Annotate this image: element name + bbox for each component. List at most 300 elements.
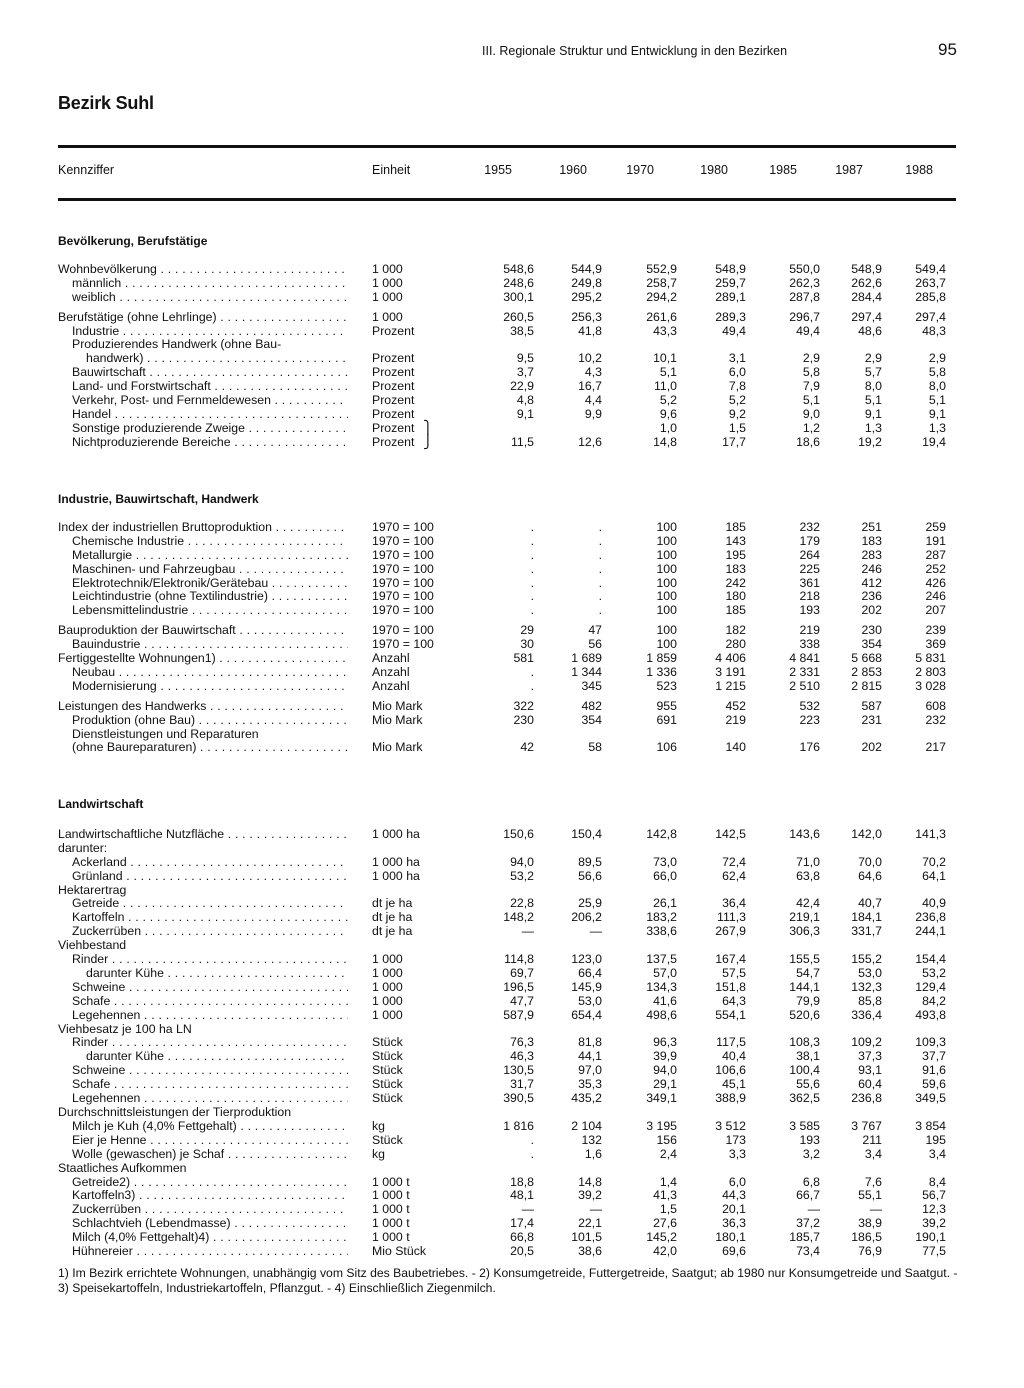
cell-1985: 37,2 (796, 1216, 820, 1230)
cell-1955: 17,4 (510, 1216, 534, 1230)
cell-1970: 183,2 (646, 910, 677, 924)
row-unit: 1 000 (372, 980, 403, 994)
cell-1985: 1,2 (802, 421, 820, 435)
cell-1960: . (598, 548, 602, 562)
table-row (0, 869, 1024, 883)
row-label: Hektarertrag (58, 883, 127, 897)
row-unit: 1 000 (372, 1008, 403, 1022)
row-label: handwerk) . . . (86, 351, 348, 365)
cell-1988: 5 831 (915, 651, 946, 665)
cell-1987: 40,7 (858, 896, 882, 910)
cell-1987: 55,1 (858, 1188, 882, 1202)
row-label: Staatliches Aufkommen (58, 1161, 187, 1175)
row-label: Wohnbevölkerung . . . (58, 262, 348, 276)
row-label: Hühnereier . . . (72, 1244, 348, 1258)
cell-1988: 64,1 (922, 869, 946, 883)
cell-1987: 76,9 (858, 1244, 882, 1258)
row-label: Schweine . . . (72, 980, 348, 994)
cell-1960: 101,5 (571, 1230, 602, 1244)
cell-1988: 5,1 (928, 393, 946, 407)
cell-1988: 207 (925, 603, 946, 617)
cell-1980: 3,1 (728, 351, 746, 365)
cell-1980: 219 (725, 713, 746, 727)
row-label: Schweine . . . (72, 1063, 348, 1077)
cell-1955: 46,3 (510, 1049, 534, 1063)
cell-1987: 211 (862, 1133, 882, 1147)
table-row (0, 966, 1024, 980)
cell-1988: 56,7 (922, 1188, 946, 1202)
row-unit: 1 000 t (372, 1188, 410, 1202)
cell-1970: 142,8 (646, 827, 677, 841)
cell-1985: 179 (799, 534, 820, 548)
row-unit: 1970 = 100 (372, 623, 434, 637)
row-unit: Prozent (372, 435, 415, 449)
cell-1980: 173 (725, 1133, 746, 1147)
cell-1955: . (530, 520, 534, 534)
cell-1980: 183 (725, 562, 746, 576)
cell-1960: . (598, 520, 602, 534)
row-label: Zuckerrüben . . . (72, 1202, 348, 1216)
row-label: Kartoffeln . . . (72, 910, 348, 924)
cell-1987: 38,9 (858, 1216, 882, 1230)
cell-1955: 230 (513, 713, 534, 727)
table-row (0, 262, 1024, 276)
cell-1970: 552,9 (646, 262, 677, 276)
table-row (0, 727, 1024, 741)
cell-1985: 7,9 (802, 379, 820, 393)
row-unit: 1970 = 100 (372, 603, 434, 617)
cell-1985: 296,7 (789, 310, 820, 324)
row-label: Viehbestand (58, 938, 127, 952)
row-unit: 1970 = 100 (372, 548, 434, 562)
cell-1980: 185 (725, 520, 746, 534)
cell-1985: 362,5 (789, 1091, 820, 1105)
cell-1988: 109,3 (915, 1035, 946, 1049)
cell-1980: 3 191 (715, 665, 746, 679)
cell-1985: 49,4 (796, 324, 820, 338)
cell-1955: 42 (520, 740, 534, 754)
cell-1987: 186,5 (851, 1230, 882, 1244)
cell-1960: 81,8 (578, 1035, 602, 1049)
row-label: Schafe . . . (72, 1077, 348, 1091)
table-row (0, 310, 1024, 324)
cell-1985: 193 (799, 1133, 820, 1147)
cell-1960: . (598, 534, 602, 548)
cell-1987: 184,1 (851, 910, 882, 924)
cell-1988: 549,4 (915, 262, 946, 276)
table-row (0, 1022, 1024, 1036)
cell-1955: . (530, 603, 534, 617)
cell-1960: 345 (581, 679, 602, 693)
cell-1960: 12,6 (578, 435, 602, 449)
cell-1985: 193 (799, 603, 820, 617)
column-header-1960: 1960 (559, 163, 587, 177)
table-row (0, 351, 1024, 365)
table-row (0, 1230, 1024, 1244)
cell-1980: 151,8 (715, 980, 746, 994)
cell-1987: 548,9 (851, 262, 882, 276)
cell-1987: 48,6 (858, 324, 882, 338)
cell-1960: . (598, 576, 602, 590)
cell-1960: 22,1 (578, 1216, 602, 1230)
cell-1970: 691 (656, 713, 677, 727)
cell-1988: 1,3 (928, 421, 946, 435)
cell-1987: 53,0 (858, 966, 882, 980)
cell-1987: 1,3 (864, 421, 882, 435)
cell-1955: . (530, 665, 534, 679)
cell-1970: 73,0 (653, 855, 677, 869)
cell-1988: 53,2 (922, 966, 946, 980)
cell-1970: 1,0 (659, 421, 677, 435)
cell-1987: 236 (861, 589, 882, 603)
row-label: Viehbesatz je 100 ha LN (58, 1022, 192, 1036)
cell-1985: 155,5 (789, 952, 820, 966)
cell-1988: 59,6 (922, 1077, 946, 1091)
table-row (0, 952, 1024, 966)
cell-1970: 100 (656, 576, 677, 590)
cell-1960: 4,4 (584, 393, 602, 407)
cell-1988: 608 (925, 699, 946, 713)
cell-1988: 239 (925, 623, 946, 637)
cell-1988: 190,1 (915, 1230, 946, 1244)
cell-1955: 48,1 (510, 1188, 534, 1202)
cell-1970: 41,6 (653, 994, 677, 1008)
brace-mark: ⎫ (423, 420, 433, 435)
row-unit: 1 000 ha (372, 827, 420, 841)
table-row (0, 1091, 1024, 1105)
cell-1960: 35,3 (578, 1077, 602, 1091)
table-row (0, 713, 1024, 727)
row-label: Neubau . . . (72, 665, 348, 679)
table-row (0, 699, 1024, 713)
cell-1955: 9,5 (516, 351, 534, 365)
cell-1970: 100 (656, 603, 677, 617)
cell-1970: 137,5 (646, 952, 677, 966)
cell-1980: 180 (725, 589, 746, 603)
cell-1970: 43,3 (653, 324, 677, 338)
table-row (0, 1202, 1024, 1216)
cell-1980: 117,5 (716, 1035, 746, 1049)
cell-1960: 66,4 (578, 966, 602, 980)
cell-1960: — (589, 1202, 602, 1216)
row-unit: 1 000 (372, 966, 403, 980)
table-row (0, 623, 1024, 637)
cell-1980: 280 (725, 637, 746, 651)
table-row (0, 637, 1024, 651)
table-row (0, 1035, 1024, 1049)
cell-1960: 58 (588, 740, 602, 754)
cell-1955: 29 (520, 623, 534, 637)
table-row (0, 740, 1024, 754)
row-unit: Anzahl (372, 665, 410, 679)
cell-1987: 60,4 (858, 1077, 882, 1091)
row-label: Fertiggestellte Wohnungen1) . . . (58, 651, 348, 665)
table-row (0, 980, 1024, 994)
cell-1988: 3 028 (915, 679, 946, 693)
cell-1960: 4,3 (584, 365, 602, 379)
row-label: Land- und Forstwirtschaft . . . (72, 379, 348, 393)
cell-1988: 426 (925, 576, 946, 590)
cell-1960: 97,0 (578, 1063, 602, 1077)
row-label: Rinder . . . (72, 1035, 348, 1049)
cell-1955: 47,7 (510, 994, 534, 1008)
table-row (0, 1105, 1024, 1119)
cell-1988: 2,9 (928, 351, 946, 365)
cell-1987: 70,0 (858, 855, 882, 869)
row-unit: Prozent (372, 393, 415, 407)
cell-1985: 9,0 (802, 407, 820, 421)
cell-1985: 2 331 (789, 665, 820, 679)
row-label: Zuckerrüben . . . (72, 924, 348, 938)
cell-1985: 38,1 (796, 1049, 820, 1063)
row-label: Produzierendes Handwerk (ohne Bau- (72, 337, 282, 351)
cell-1955: 11,5 (510, 435, 534, 449)
cell-1987: 37,3 (858, 1049, 882, 1063)
row-unit: dt je ha (372, 924, 413, 938)
cell-1955: 94,0 (510, 855, 534, 869)
cell-1980: 3 512 (715, 1119, 746, 1133)
cell-1988: 236,8 (915, 910, 946, 924)
cell-1987: 231 (861, 713, 882, 727)
table-row (0, 337, 1024, 351)
cell-1970: 10,1 (653, 351, 677, 365)
cell-1985: — (807, 1202, 820, 1216)
cell-1970: 26,1 (653, 896, 677, 910)
row-label: Maschinen- und Fahrzeugbau . . . (72, 562, 348, 576)
cell-1980: 36,4 (722, 896, 746, 910)
cell-1960: . (598, 603, 602, 617)
cell-1988: 297,4 (915, 310, 946, 324)
cell-1970: 27,6 (653, 1216, 677, 1230)
table-row (0, 1049, 1024, 1063)
row-unit: 1 000 t (372, 1230, 410, 1244)
row-label: Legehennen . . . (72, 1091, 348, 1105)
column-header-1970: 1970 (626, 163, 654, 177)
row-unit: Stück (372, 1091, 403, 1105)
cell-1955: 130,5 (503, 1063, 534, 1077)
row-unit: Mio Mark (372, 699, 423, 713)
cell-1960: 44,1 (578, 1049, 602, 1063)
cell-1985: 2 510 (789, 679, 820, 693)
cell-1988: 244,1 (915, 924, 946, 938)
cell-1988: 349,5 (915, 1091, 946, 1105)
cell-1988: 9,1 (928, 407, 946, 421)
cell-1970: 523 (656, 679, 677, 693)
row-unit: 1 000 (372, 952, 403, 966)
cell-1985: 264 (799, 548, 820, 562)
cell-1980: 7,8 (728, 379, 746, 393)
table-row (0, 994, 1024, 1008)
cell-1955: 300,1 (503, 290, 534, 304)
cell-1980: 1,5 (728, 421, 746, 435)
cell-1980: 289,3 (715, 310, 746, 324)
cell-1960: 256,3 (571, 310, 602, 324)
cell-1955: 322 (513, 699, 534, 713)
cell-1985: 550,0 (789, 262, 820, 276)
row-unit: Prozent (372, 421, 415, 435)
cell-1955: — (521, 924, 534, 938)
cell-1988: 141,3 (915, 827, 946, 841)
row-label: darunter Kühe . . . (86, 1049, 348, 1063)
cell-1987: 5 668 (851, 651, 882, 665)
cell-1970: 156 (656, 1133, 677, 1147)
cell-1955: 260,5 (503, 310, 534, 324)
cell-1955: 196,5 (503, 980, 534, 994)
district-title: Bezirk Suhl (58, 93, 154, 113)
cell-1970: 94,0 (653, 1063, 677, 1077)
cell-1980: 185 (725, 603, 746, 617)
cell-1960: 435,2 (571, 1091, 602, 1105)
row-unit: 1 000 (372, 310, 403, 324)
cell-1980: 180,1 (715, 1230, 746, 1244)
table-row (0, 1133, 1024, 1147)
row-label: Getreide2) . . . (72, 1175, 348, 1189)
cell-1985: 219,1 (789, 910, 820, 924)
row-unit: Prozent (372, 379, 415, 393)
cell-1960: 9,9 (584, 407, 602, 421)
cell-1987: 331,7 (851, 924, 882, 938)
cell-1987: 354 (861, 637, 882, 651)
section-title: Bevölkerung, Berufstätige (58, 234, 208, 248)
cell-1988: 39,2 (922, 1216, 946, 1230)
row-label: Verkehr, Post- und Fernmeldewesen . . . (72, 393, 348, 407)
cell-1955: . (530, 679, 534, 693)
cell-1955: . (530, 576, 534, 590)
row-label: darunter Kühe . . . (86, 966, 348, 980)
row-unit: Anzahl (372, 679, 410, 693)
table-row (0, 1119, 1024, 1133)
cell-1987: 19,2 (858, 435, 882, 449)
cell-1960: 123,0 (571, 952, 602, 966)
table-row (0, 1147, 1024, 1161)
cell-1980: 242 (725, 576, 746, 590)
table-row (0, 589, 1024, 603)
table-row (0, 1008, 1024, 1022)
cell-1955: 18,8 (510, 1175, 534, 1189)
cell-1970: 1,4 (659, 1175, 677, 1189)
row-label: Lebensmittelindustrie . . . (72, 603, 348, 617)
table-row (0, 1216, 1024, 1230)
cell-1960: 14,8 (578, 1175, 602, 1189)
cell-1955: 548,6 (503, 262, 534, 276)
cell-1985: 42,4 (796, 896, 820, 910)
cell-1980: 64,3 (722, 994, 746, 1008)
cell-1960: 249,8 (571, 276, 602, 290)
row-unit: kg (372, 1119, 385, 1133)
cell-1988: 252 (925, 562, 946, 576)
cell-1955: 31,7 (510, 1077, 534, 1091)
cell-1987: 202 (861, 603, 882, 617)
table-row (0, 324, 1024, 338)
cell-1988: 369 (925, 637, 946, 651)
cell-1960: . (598, 589, 602, 603)
cell-1960: 38,6 (578, 1244, 602, 1258)
cell-1970: 100 (656, 548, 677, 562)
row-unit: 1970 = 100 (372, 534, 434, 548)
table-row (0, 665, 1024, 679)
table-row (0, 407, 1024, 421)
cell-1988: 8,4 (928, 1175, 946, 1189)
cell-1988: 246 (925, 589, 946, 603)
cell-1970: 57,0 (653, 966, 677, 980)
row-unit: 1970 = 100 (372, 637, 434, 651)
cell-1987: 246 (861, 562, 882, 576)
cell-1955: 248,6 (503, 276, 534, 290)
row-unit: 1 000 ha (372, 869, 420, 883)
column-header-1988: 1988 (905, 163, 933, 177)
row-label: Wolle (gewaschen) je Schaf . . . (72, 1147, 348, 1161)
cell-1955: 148,2 (503, 910, 534, 924)
cell-1960: 89,5 (578, 855, 602, 869)
cell-1960: 53,0 (578, 994, 602, 1008)
cell-1960: 47 (588, 623, 602, 637)
table-row (0, 841, 1024, 855)
cell-1987: 142,0 (851, 827, 882, 841)
row-unit: 1970 = 100 (372, 589, 434, 603)
cell-1987: 297,4 (851, 310, 882, 324)
table-row (0, 576, 1024, 590)
cell-1970: 2,4 (659, 1147, 677, 1161)
cell-1980: 6,0 (728, 1175, 746, 1189)
cell-1987: 109,2 (851, 1035, 882, 1049)
row-label: Nichtproduzierende Bereiche . . . (72, 435, 348, 449)
cell-1980: 143 (725, 534, 746, 548)
cell-1970: 349,1 (646, 1091, 677, 1105)
row-label: Durchschnittsleistungen der Tierproduktion (58, 1105, 292, 1119)
row-unit: Prozent (372, 351, 415, 365)
row-unit: Stück (372, 1077, 403, 1091)
cell-1960: 10,2 (578, 351, 602, 365)
column-header-1955: 1955 (484, 163, 512, 177)
table-row (0, 1161, 1024, 1175)
row-label: Elektrotechnik/Elektronik/Gerätebau . . . (72, 576, 348, 590)
cell-1988: 129,4 (915, 980, 946, 994)
row-label: Bauwirtschaft . . . (72, 365, 348, 379)
row-unit: dt je ha (372, 910, 413, 924)
cell-1970: 134,3 (646, 980, 677, 994)
cell-1988: 232 (925, 713, 946, 727)
cell-1960: 206,2 (571, 910, 602, 924)
cell-1985: 262,3 (789, 276, 820, 290)
cell-1988: 2 803 (915, 665, 946, 679)
cell-1985: 287,8 (789, 290, 820, 304)
row-unit: 1 000 (372, 290, 403, 304)
table-row (0, 679, 1024, 693)
cell-1980: 554,1 (715, 1008, 746, 1022)
row-unit: Stück (372, 1049, 403, 1063)
cell-1955: . (530, 1147, 534, 1161)
cell-1980: 45,1 (722, 1077, 746, 1091)
cell-1955: 22,9 (510, 379, 534, 393)
cell-1987: 2 853 (851, 665, 882, 679)
row-unit: Mio Mark (372, 740, 423, 754)
row-label: Handel . . . (72, 407, 348, 421)
cell-1985: 5,8 (802, 365, 820, 379)
cell-1970: 100 (656, 534, 677, 548)
cell-1980: 259,7 (715, 276, 746, 290)
cell-1985: 232 (799, 520, 820, 534)
row-unit: 1970 = 100 (372, 520, 434, 534)
cell-1955: 390,5 (503, 1091, 534, 1105)
cell-1988: 3,4 (928, 1147, 946, 1161)
cell-1960: 41,8 (578, 324, 602, 338)
cell-1960: 654,4 (571, 1008, 602, 1022)
cell-1970: 100 (656, 562, 677, 576)
cell-1987: — (869, 1202, 882, 1216)
row-label: Landwirtschaftliche Nutzfläche . . . (58, 827, 348, 841)
cell-1987: 283 (861, 548, 882, 562)
row-label: Grünland . . . (72, 869, 348, 883)
